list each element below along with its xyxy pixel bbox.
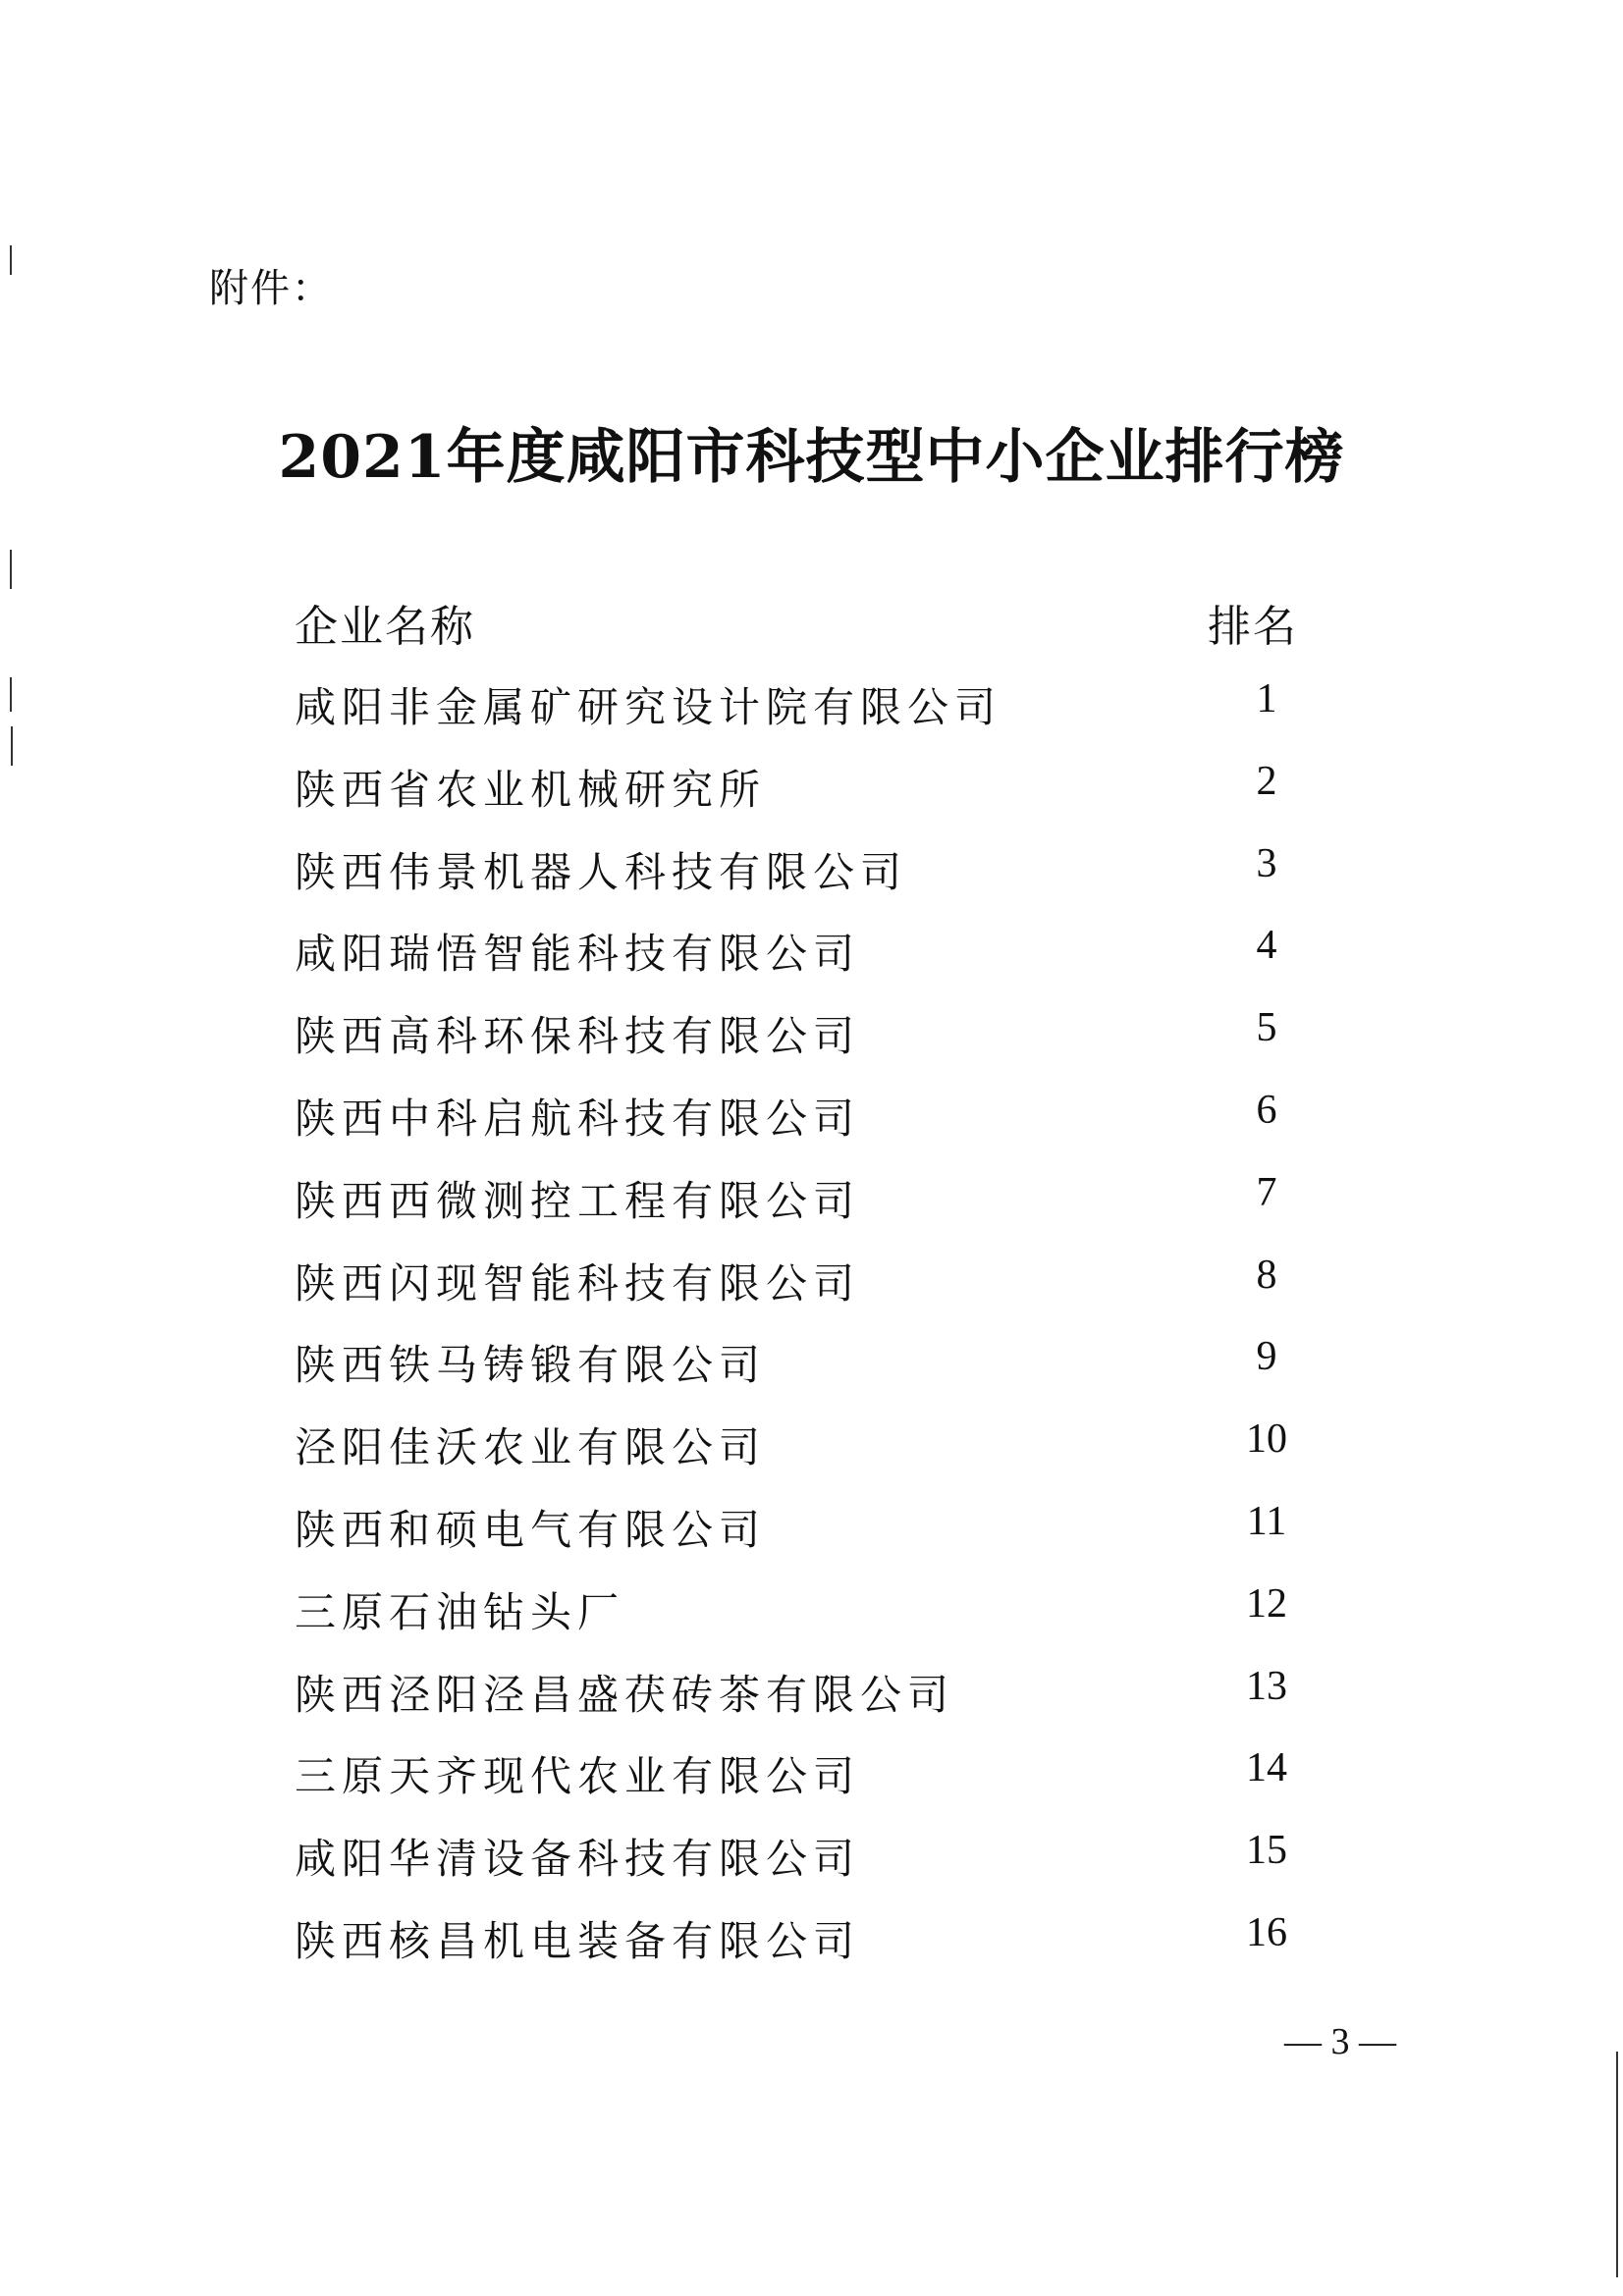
rank-number: 6 [1256,1087,1277,1133]
rank-number: 15 [1246,1828,1287,1874]
table-row [295,1580,1306,1663]
header-rank: 排名 [1208,602,1298,652]
header-company-name: 企业名称 [295,602,475,652]
company-name: 泾阳佳沃农业有限公司 [295,1423,767,1472]
table-row [295,840,1306,923]
table-row [295,1909,1306,1992]
company-name: 陕西省农业机械研究所 [295,765,767,814]
table-row [295,1498,1306,1580]
page-number: — 3 — [1284,2021,1396,2062]
table-header [295,591,1306,650]
rank-number: 2 [1256,758,1277,804]
company-name: 咸阳华清设备科技有限公司 [295,1835,861,1884]
rank-number: 14 [1246,1745,1287,1791]
company-name: 陕西泾阳泾昌盛茯砖茶有限公司 [295,1670,955,1719]
rank-number: 7 [1256,1169,1277,1215]
table-row [295,1252,1306,1334]
company-name: 陕西西微测控工程有限公司 [295,1176,861,1225]
company-name: 咸阳瑞悟智能科技有限公司 [295,930,861,979]
company-name: 陕西铁马铸锻有限公司 [295,1341,767,1390]
company-name: 陕西中科启航科技有限公司 [295,1094,861,1143]
rank-number: 3 [1256,840,1277,886]
company-name: 陕西伟景机器人科技有限公司 [295,847,908,896]
rank-number: 10 [1246,1416,1287,1463]
ranking-list [295,675,1306,1992]
company-name: 陕西核昌机电装备有限公司 [295,1916,861,1965]
table-row [295,1333,1306,1415]
company-name: 三原石油钻头厂 [295,1587,625,1636]
company-name: 陕西闪现智能科技有限公司 [295,1258,861,1308]
rank-number: 5 [1256,1005,1277,1051]
rank-number: 12 [1246,1580,1287,1627]
attachment-label: 附件： [209,266,333,311]
scan-edge-mark [10,550,12,589]
scan-edge-mark [10,245,12,275]
scan-edge-mark [10,677,12,712]
rank-number: 4 [1256,923,1277,969]
table-row [295,758,1306,840]
table-row [295,1744,1306,1827]
table-row [295,1087,1306,1169]
table-row [295,1663,1306,1745]
scan-edge-mark [11,726,13,766]
table-row [295,1004,1306,1087]
rank-number: 1 [1256,676,1277,721]
table-row [295,1415,1306,1498]
rank-number: 16 [1246,1909,1287,1955]
company-name: 陕西和硕电气有限公司 [295,1505,767,1554]
table-row [295,1169,1306,1252]
table-row [295,1827,1306,1909]
table-row [295,675,1306,758]
rank-number: 9 [1256,1334,1277,1380]
rank-number: 13 [1246,1663,1287,1709]
document-title: 2021年度咸阳市科技型中小企业排行榜 [278,423,1345,492]
table-row [295,922,1306,1004]
company-name: 陕西高科环保科技有限公司 [295,1012,861,1061]
rank-number: 8 [1256,1252,1277,1298]
scan-edge-mark [1616,2052,1618,2277]
rank-number: 11 [1246,1498,1287,1544]
company-name: 三原天齐现代农业有限公司 [295,1752,861,1801]
company-name: 咸阳非金属矿研究设计院有限公司 [295,683,1002,731]
